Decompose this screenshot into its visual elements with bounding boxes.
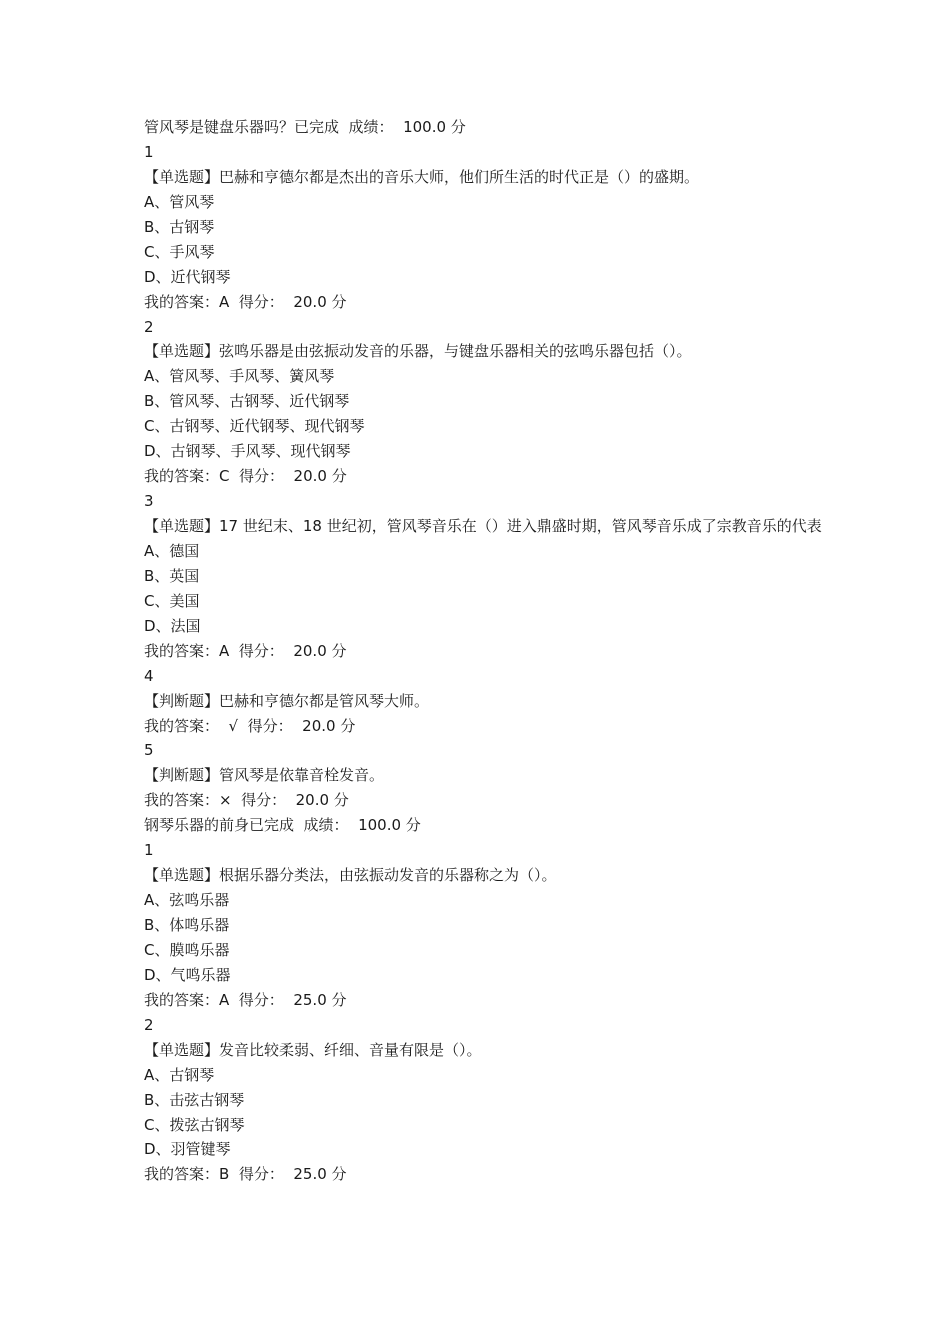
option-d: D、羽管键琴	[144, 1140, 231, 1159]
option-a: A、古钢琴	[144, 1065, 215, 1084]
option-d: D、气鸣乐器	[144, 965, 231, 984]
option-c: C、拨弦古钢琴	[144, 1115, 245, 1134]
question-number: 1	[144, 841, 154, 860]
my-answer: 我的答案：A 得分： 25.0 分	[144, 990, 347, 1009]
option-a: A、德国	[144, 541, 200, 560]
option-c: C、膜鸣乐器	[144, 940, 230, 959]
option-a: A、管风琴	[144, 192, 215, 211]
my-answer: 我的答案： √ 得分： 20.0 分	[144, 716, 356, 735]
question-text: 【判断题】巴赫和亨德尔都是管风琴大师。	[144, 691, 430, 710]
option-a: A、弦鸣乐器	[144, 891, 230, 910]
question-number: 4	[144, 666, 154, 685]
option-d: D、古钢琴、手风琴、现代钢琴	[144, 442, 351, 461]
option-b: B、体鸣乐器	[144, 916, 230, 935]
my-answer: 我的答案：A 得分： 20.0 分	[144, 292, 347, 311]
option-b: B、击弦古钢琴	[144, 1090, 245, 1109]
question-text: 【单选题】根据乐器分类法，由弦振动发音的乐器称之为（）。	[144, 866, 557, 885]
option-d: D、近代钢琴	[144, 267, 231, 286]
question-text: 【单选题】巴赫和亨德尔都是杰出的音乐大师，他们所生活的时代正是（）的盛期。	[144, 167, 700, 186]
question-number: 1	[144, 142, 154, 161]
my-answer: 我的答案：B 得分： 25.0 分	[144, 1165, 347, 1184]
option-a: A、管风琴、手风琴、簧风琴	[144, 367, 335, 386]
document-body	[144, 115, 824, 1187]
option-c: C、手风琴	[144, 242, 215, 261]
question-number: 5	[144, 741, 154, 760]
question-text: 【单选题】17 世纪末、18 世纪初，管风琴音乐在（）进入鼎盛时期，管风琴音乐成了宗教音乐的代表	[144, 517, 822, 535]
section-header: 钢琴乐器的前身已完成 成绩： 100.0 分	[144, 816, 421, 835]
my-answer: 我的答案：× 得分： 20.0 分	[144, 791, 349, 810]
option-b: B、管风琴、古钢琴、近代钢琴	[144, 392, 350, 411]
option-b: B、英国	[144, 566, 200, 585]
question-text: 【判断题】管风琴是依靠音栓发音。	[144, 766, 385, 785]
question-text: 【单选题】弦鸣乐器是由弦振动发音的乐器，与键盘乐器相关的弦鸣乐器包括（）。	[144, 342, 692, 361]
option-c: C、古钢琴、近代钢琴、现代钢琴	[144, 417, 365, 436]
option-d: D、法国	[144, 616, 201, 635]
question-text: 【单选题】发音比较柔弱、纤细、音量有限是（）。	[144, 1040, 482, 1059]
option-b: B、古钢琴	[144, 217, 215, 236]
question-number: 2	[144, 1015, 154, 1034]
question-number: 3	[144, 492, 154, 511]
my-answer: 我的答案：A 得分： 20.0 分	[144, 641, 347, 660]
section-header: 管风琴是键盘乐器吗？已完成 成绩： 100.0 分	[144, 118, 466, 136]
option-c: C、美国	[144, 591, 200, 610]
my-answer: 我的答案：C 得分： 20.0 分	[144, 467, 347, 486]
question-number: 2	[144, 317, 154, 336]
